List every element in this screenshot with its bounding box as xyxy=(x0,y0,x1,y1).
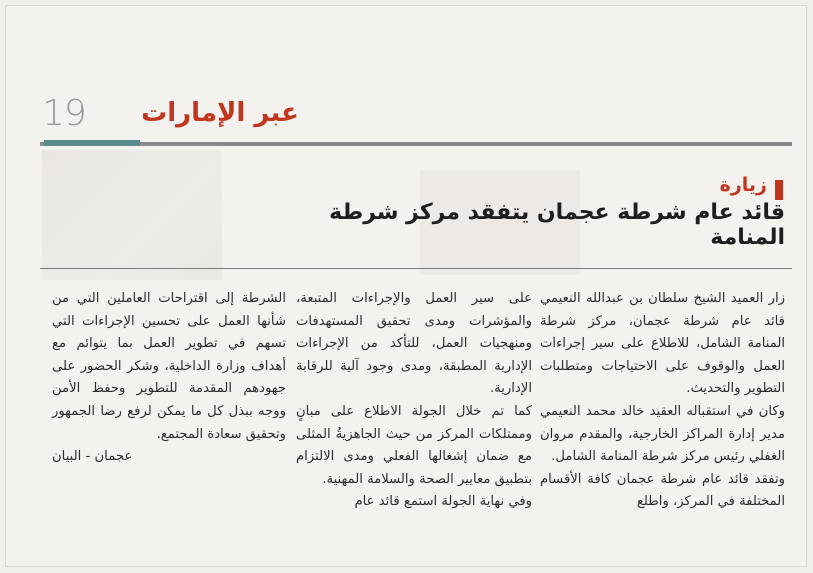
paragraph: وتفقد قائد عام شرطة عجمان كافة الأقسام المختلفة في المركز، واطلع xyxy=(540,471,785,510)
bleed-through-photo xyxy=(42,150,222,280)
divider xyxy=(40,268,792,269)
article-column-3 xyxy=(52,288,286,469)
paragraph: الشرطة إلى اقتراحات العاملين التي من شأنها العمل على تحسين الإجراءات التي تسهم في تطوير العمل بما يتوائم مع أهداف وزارة الداخلية، وشكر الحضور على جهودهم المقدمة للتطوير وحفظ الأمن ووجه ببذل كل ما يمكن لرفع رضا الجمهور وتحقيق سعادة المجتمع. xyxy=(52,291,286,442)
paragraph: كما تم خلال الجولة الاطلاع على مبانٍ وممتلكات المركز من حيث الجاهزيةُ المثلى مع ضمان إشغالها الفعلي ومدى الالتزام بتطبيق معايير الصحة والسلامة المهنية. xyxy=(296,403,532,487)
kicker-marker xyxy=(775,180,783,200)
header-rule xyxy=(40,142,792,146)
paragraph: زار العميد الشيخ سلطان بن عبدالله النعيمي قائد عام شرطة عجمان، مركز شرطة المنامة الشامل، للاطلاع على سير إجراءات العمل والوقوف على الاحتياجات ومتطلبات التطوير والتحديث. xyxy=(540,291,785,397)
header-accent-rule xyxy=(44,140,140,146)
article-headline: قائد عام شرطة عجمان يتفقد مركز شرطة المنامة xyxy=(329,200,785,250)
section-title: عبر الإمارات xyxy=(141,98,299,128)
byline-credit: عجمان - البيان xyxy=(52,449,133,465)
article-column-1 xyxy=(540,288,785,514)
article-column-2 xyxy=(296,288,532,514)
paragraph: وكان في استقباله العقيد خالد محمد النعيمي مدير إدارة المراكز الخارجية، والمقدم مروان الغفلي رئيس مركز شرطة المنامة الشامل. xyxy=(540,403,785,465)
article-kicker: زيارة xyxy=(719,174,767,196)
page-number: 19 xyxy=(42,93,86,134)
paragraph: وفي نهاية الجولة استمع قائد عام xyxy=(354,494,532,510)
paragraph: على سير العمل والإجراءات المتبعة، والمؤشرات ومدى تحقيق المستهدفات ومنهجيات العمل، للتأكد من الإجراءات الإدارية المطبقة، ومدى وجود آلية للرقابة الإدارية. xyxy=(296,291,532,397)
